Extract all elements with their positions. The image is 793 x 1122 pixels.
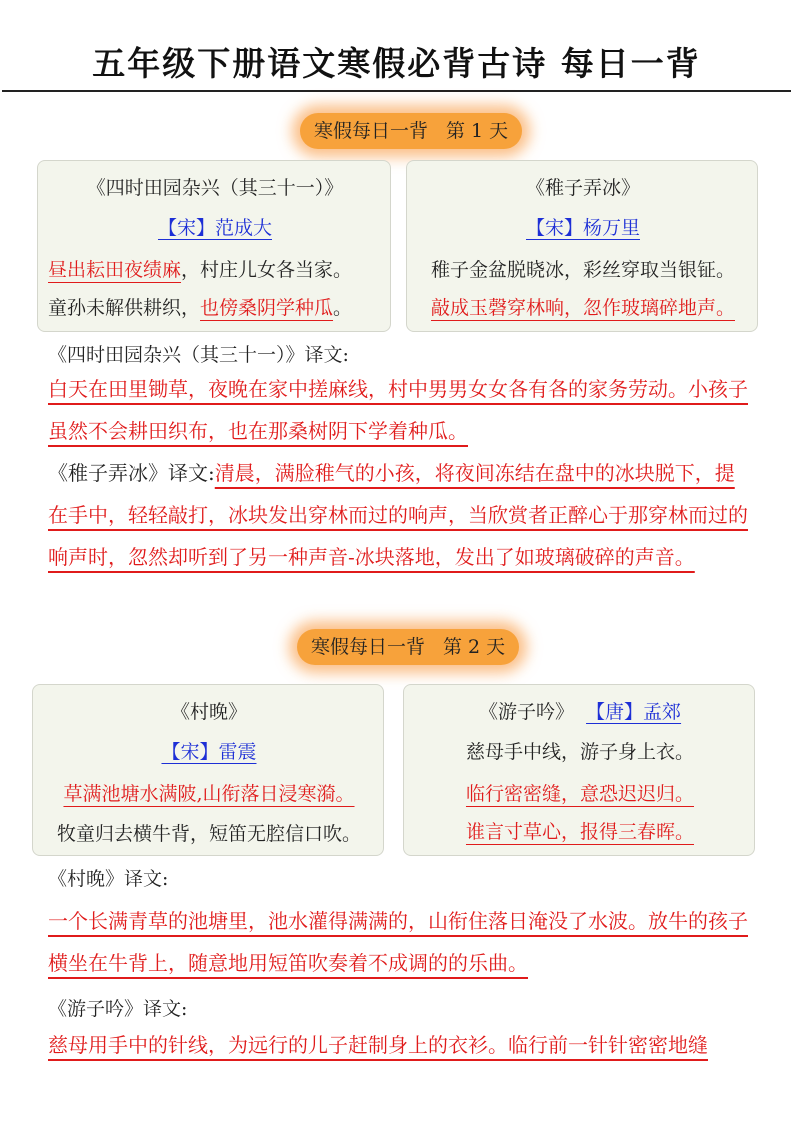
- poem-card-sishi: [37, 160, 391, 332]
- translation-block-zhizi: [48, 452, 748, 578]
- poem-line-3: 谁言寸草心，报得三春晖。: [465, 821, 694, 843]
- poem-line-1: 慈母手中线，游子身上衣。: [465, 741, 694, 763]
- translation-label-zhizi: 《稚子弄冰》译文:: [48, 461, 215, 485]
- poem-title: 《游子吟》: [478, 701, 574, 723]
- day-1-badge: [300, 113, 522, 149]
- poem-author: 【宋】范成大: [157, 217, 272, 239]
- poem-line-1: 稚子金盆脱晓冰，彩丝穿取当银钲。: [430, 259, 735, 281]
- poem-title: 《稚子弄冰》: [525, 177, 640, 199]
- page-title: 五年级下册语文寒假必背古诗 每日一背: [92, 44, 701, 83]
- day-1-badge-label: 寒假每日一背: [314, 120, 429, 142]
- poem-line-2: 童孙未解供耕织，也傍桑阴学种瓜。: [48, 297, 353, 319]
- poem-card-youziyin: [403, 684, 755, 856]
- translation-text-sishi: 白天在田里锄草，夜晚在家中搓麻线，村中男男女女各有各的家务劳动。小孩子虽然不会耕田织布，也在那桑树阴下学着种瓜。: [48, 377, 748, 443]
- poem-line-1: 草满池塘水满陂,山衔落日浸寒漪。: [63, 783, 355, 805]
- poem-title: 《村晚》: [170, 701, 247, 723]
- translation-text-cunwan: 一个长满青草的池塘里，池水灌得满满的，山衔住落日淹没了水波。放牛的孩子横坐在牛背上，随意地用短笛吹奏着不成调的的乐曲。: [48, 909, 748, 975]
- poem-line-1: 昼出耘田夜绩麻，村庄儿女各当家。: [48, 259, 353, 281]
- title-divider: [2, 90, 791, 92]
- poem-card-cunwan: [32, 684, 384, 856]
- poem-line-2: 敲成玉磬穿林响，忽作玻璃碎地声。: [430, 297, 735, 319]
- translation-text-zhizi: 清晨，满脸稚气的小孩，将夜间冻结在盘中的冰块脱下，提在手中，轻轻敲打，冰块发出穿林而过的响声，当欣赏者正醉心于那穿林而过的响声时，忽然却听到了另一种声音-冰块落地，发出了如玻璃破碎的声音。: [48, 461, 748, 569]
- poem-card-zhizi: [406, 160, 758, 332]
- translation-text-youziyin: 慈母用手中的针线，为远行的儿子赶制身上的衣衫。临行前一针针密密地缝: [48, 1033, 708, 1057]
- day-2-badge-number: 第 2 天: [443, 636, 506, 658]
- translation-label-youziyin: 《游子吟》译文:: [48, 998, 188, 1020]
- day-2-badge-label: 寒假每日一背: [311, 636, 426, 658]
- poem-author: 【唐】孟郊: [586, 701, 682, 723]
- day-2-badge: [297, 629, 519, 665]
- translation-label-cunwan: 《村晚》译文:: [48, 868, 169, 890]
- poem-title: 《四时田园杂兴（其三十一）》: [86, 177, 344, 199]
- poem-heading: [404, 697, 756, 724]
- poem-author: 【宋】杨万里: [525, 217, 640, 239]
- translation-label-sishi: 《四时田园杂兴（其三十一）》译文:: [48, 344, 349, 366]
- poem-line-2: 临行密密缝，意恐迟迟归。: [465, 783, 694, 805]
- day-1-badge-number: 第 1 天: [446, 120, 509, 142]
- poem-author: 【宋】雷震: [161, 741, 257, 763]
- poem-line-2: 牧童归去横牛背，短笛无腔信口吹。: [56, 823, 361, 845]
